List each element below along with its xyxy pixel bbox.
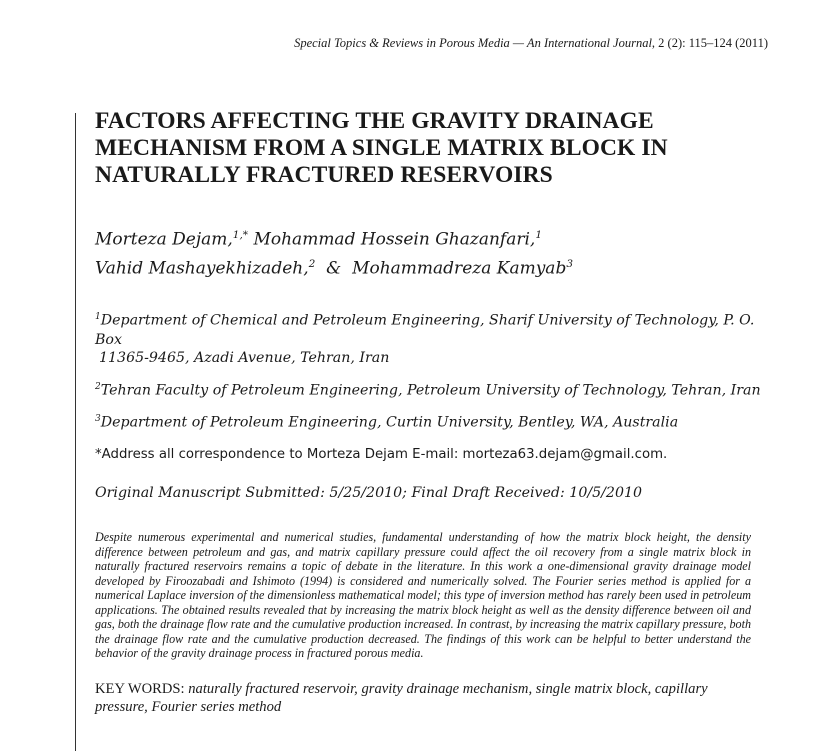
- affiliation-text: Department of Petroleum Engineering, Curtin University, Bentley, WA, Australia: [100, 414, 679, 431]
- author-separator: &: [326, 258, 342, 279]
- keywords: [95, 680, 755, 716]
- author-list: [95, 223, 775, 280]
- left-margin-rule: [75, 113, 76, 751]
- author-affiliation-mark: 1: [535, 229, 543, 241]
- author-affiliation-mark: 3: [566, 257, 574, 270]
- affiliation-1: [95, 308, 775, 367]
- keywords-label: KEY WORDS:: [95, 680, 185, 697]
- affiliation-mark: 2: [95, 381, 101, 392]
- affiliation-mark: 3: [95, 413, 101, 424]
- author-name: Mohammadreza Kamyab: [352, 258, 567, 279]
- author-name: Mohammad Hossein Ghazanfari,: [253, 229, 536, 250]
- affiliation-text-continued: 11365-9465, Azadi Avenue, Tehran, Iran: [99, 350, 390, 367]
- article-title: FACTORS AFFECTING THE GRAVITY DRAINAGE MECHANISM FROM A SINGLE MATRIX BLOCK IN NATURALLY FRACTURED RESERVOIRS: [95, 108, 668, 188]
- author-name: Morteza Dejam,: [95, 229, 233, 250]
- affiliation-text: Tehran Faculty of Petroleum Engineering, Petroleum University of Technology, Tehran, Iran: [100, 382, 761, 399]
- article-front-matter: [95, 108, 775, 716]
- author-line-2: [95, 252, 775, 281]
- affiliation-2: [95, 378, 775, 400]
- abstract: Despite numerous experimental and numerical studies, fundamental understanding of how the matrix block height, the density difference between petroleum and gas, and matrix capillary pressure could affect the oil recovery from a single matrix block in naturally fractured reservoirs remains a topic of debate in the literature. In this work a one-dimensional gravity drainage model developed by Firoozabadi and Ishimoto (1994) is considered and numerically solved. The Fourier series method is applied for a numerical Laplace inversion of the dimensionless mathematical model; this type of inversion method has rarely been used in petroleum applications. The obtained results revealed that by increasing the matrix block height as well as the density difference between oil and gas, both the drainage flow rate and the cumulative production increased. In contrast, by increasing the matrix capillary pressure, both the drainage flow rate and the cumulative production decreased. The findings of this work can be helpful to better understand the behavior of the gravity drainage process in fractured porous media.: [95, 530, 751, 661]
- author-name: Vahid Mashayekhizadeh,: [95, 258, 309, 279]
- journal-citation: , 2 (2): 115–124 (2011): [651, 36, 768, 50]
- correspondence-note: *Address all correspondence to Morteza Dejam E-mail: morteza63.dejam@gmail.com.: [95, 447, 668, 463]
- keywords-text: naturally fractured reservoir, gravity drainage mechanism, single matrix block, capillary pressure, Fourier series method: [95, 680, 708, 715]
- journal-header: [294, 36, 768, 51]
- affiliation-text: Department of Chemical and Petroleum Engineering, Sharif University of Technology, P. O. Box: [95, 313, 755, 348]
- author-affiliation-mark: 2: [308, 257, 316, 270]
- author-line-1: [95, 223, 775, 252]
- affiliation-mark: 1: [95, 312, 101, 323]
- affiliation-3: [95, 410, 775, 432]
- journal-name: Special Topics & Reviews in Porous Media — An International Journal: [294, 36, 652, 50]
- author-affiliation-mark: 1,*: [232, 229, 249, 241]
- manuscript-dates: Original Manuscript Submitted: 5/25/2010; Final Draft Received: 10/5/2010: [95, 485, 643, 502]
